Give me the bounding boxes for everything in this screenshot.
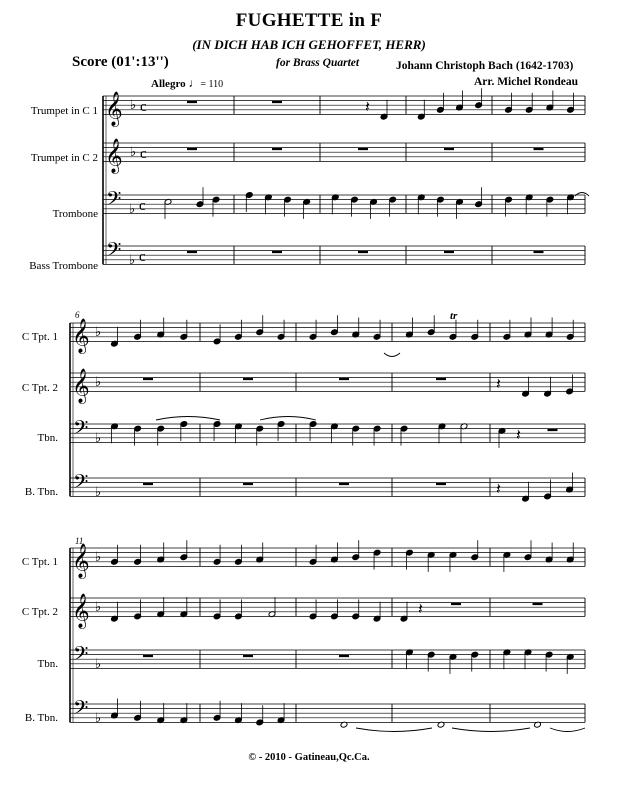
treble-clef-icon: 𝄞	[105, 138, 123, 174]
bass-clef-icon: 𝄢	[106, 186, 122, 215]
bass-clef-icon: 𝄢	[73, 641, 89, 670]
time-signature-common-icon: c	[139, 197, 146, 214]
whole-rest-icon	[548, 429, 558, 432]
tie-slur	[260, 417, 316, 421]
key-signature-flat-icon: ♭	[95, 430, 102, 446]
whole-rest-icon	[243, 483, 253, 486]
part-name: B. Tbn.	[24, 486, 58, 498]
key-signature-flat-icon: ♭	[129, 201, 136, 217]
key-signature-flat-icon: ♭	[130, 145, 137, 161]
whole-rest-icon	[243, 655, 253, 658]
key-signature-flat-icon: ♭	[95, 325, 102, 341]
bass-clef-icon: 𝄢	[106, 237, 122, 266]
whole-rest-icon	[436, 483, 446, 486]
quarter-rest-icon: 𝄽	[418, 598, 423, 618]
tie-slur	[156, 417, 220, 421]
part-name: C Tpt. 2	[21, 606, 58, 618]
key-signature-flat-icon: ♭	[95, 656, 102, 672]
treble-clef-icon: 𝄞	[72, 368, 90, 404]
part-name: C Tpt. 2	[21, 382, 58, 394]
key-signature-flat-icon: ♭	[95, 710, 102, 726]
key-signature-flat-icon: ♭	[95, 484, 102, 500]
whole-rest-icon	[339, 483, 349, 486]
score-title: FUGHETTE in F	[235, 10, 383, 31]
whole-rest-icon	[339, 655, 349, 658]
part-name: Tbn.	[37, 658, 58, 670]
arranger-credit: Arr. Michel Rondeau	[474, 76, 579, 88]
bass-clef-icon: 𝄢	[73, 695, 89, 724]
key-signature-flat-icon: ♭	[129, 252, 136, 268]
trill-ornament: tr	[450, 310, 458, 322]
whole-rest-icon	[187, 251, 197, 254]
key-signature-flat-icon: ♭	[95, 550, 102, 566]
whole-rest-icon	[358, 148, 368, 151]
part-name: C Tpt. 1	[21, 556, 58, 568]
quarter-rest-icon: 𝄽	[496, 373, 501, 393]
time-signature-common-icon: c	[139, 248, 146, 265]
whole-rest-icon	[272, 148, 282, 151]
whole-rest-icon	[444, 251, 454, 254]
whole-rest-icon	[444, 148, 454, 151]
quarter-rest-icon: 𝄽	[516, 424, 521, 444]
part-name: C Tpt. 1	[21, 331, 58, 343]
treble-clef-icon: 𝄞	[105, 91, 123, 127]
tempo-value: = 110	[200, 79, 224, 90]
quarter-rest-icon: 𝄽	[365, 96, 370, 116]
whole-rest-icon	[272, 251, 282, 254]
treble-clef-icon: 𝄞	[72, 543, 90, 579]
part-name: Trombone	[52, 208, 98, 220]
whole-rest-icon	[534, 148, 544, 151]
bass-clef-icon: 𝄢	[73, 415, 89, 444]
score-subtitle: (IN DICH HAB ICH GEHOFFET, HERR)	[192, 37, 426, 52]
part-name: B. Tbn.	[24, 712, 58, 724]
tie-slur	[550, 728, 585, 732]
whole-rest-icon	[187, 101, 197, 104]
key-signature-flat-icon: ♭	[130, 98, 137, 114]
tie-slur	[356, 728, 432, 732]
treble-clef-icon: 𝄞	[72, 593, 90, 629]
part-name: Trumpet in C 2	[30, 152, 98, 164]
whole-rest-icon	[187, 148, 197, 151]
key-signature-flat-icon: ♭	[95, 375, 102, 391]
quarter-rest-icon: 𝄽	[496, 478, 501, 498]
instrumentation-label: for Brass Quartet	[276, 57, 360, 69]
whole-rest-icon	[436, 378, 446, 381]
measure-number: 11	[75, 536, 84, 546]
copyright-footer: © - 2010 - Gatineau,Qc.Ca.	[248, 752, 370, 763]
measure-number: 6	[75, 310, 80, 320]
score-duration-label: Score (01':13'')	[72, 54, 169, 70]
whole-rest-icon	[243, 378, 253, 381]
whole-rest-icon	[451, 603, 461, 606]
tie-slur	[384, 353, 400, 357]
key-signature-flat-icon: ♭	[95, 600, 102, 616]
whole-rest-icon	[534, 251, 544, 254]
whole-rest-icon	[143, 378, 153, 381]
time-signature-common-icon: c	[140, 145, 147, 162]
whole-rest-icon	[272, 101, 282, 104]
whole-rest-icon	[143, 655, 153, 658]
composer-credit: Johann Christoph Bach (1642-1703)	[396, 60, 574, 72]
whole-rest-icon	[339, 378, 349, 381]
part-name: Bass Trombone	[29, 260, 98, 272]
part-name: Tbn.	[37, 432, 58, 444]
tie-slur	[452, 728, 530, 732]
whole-rest-icon	[533, 603, 543, 606]
part-name: Trumpet in C 1	[30, 105, 98, 117]
time-signature-common-icon: c	[140, 98, 147, 115]
tie-slur	[575, 193, 589, 197]
whole-rest-icon	[143, 483, 153, 486]
treble-clef-icon: 𝄞	[72, 318, 90, 354]
bass-clef-icon: 𝄢	[73, 469, 89, 498]
tempo-text: Allegro	[151, 78, 186, 90]
quarter-note-icon: ♩	[188, 76, 201, 90]
whole-rest-icon	[358, 251, 368, 254]
